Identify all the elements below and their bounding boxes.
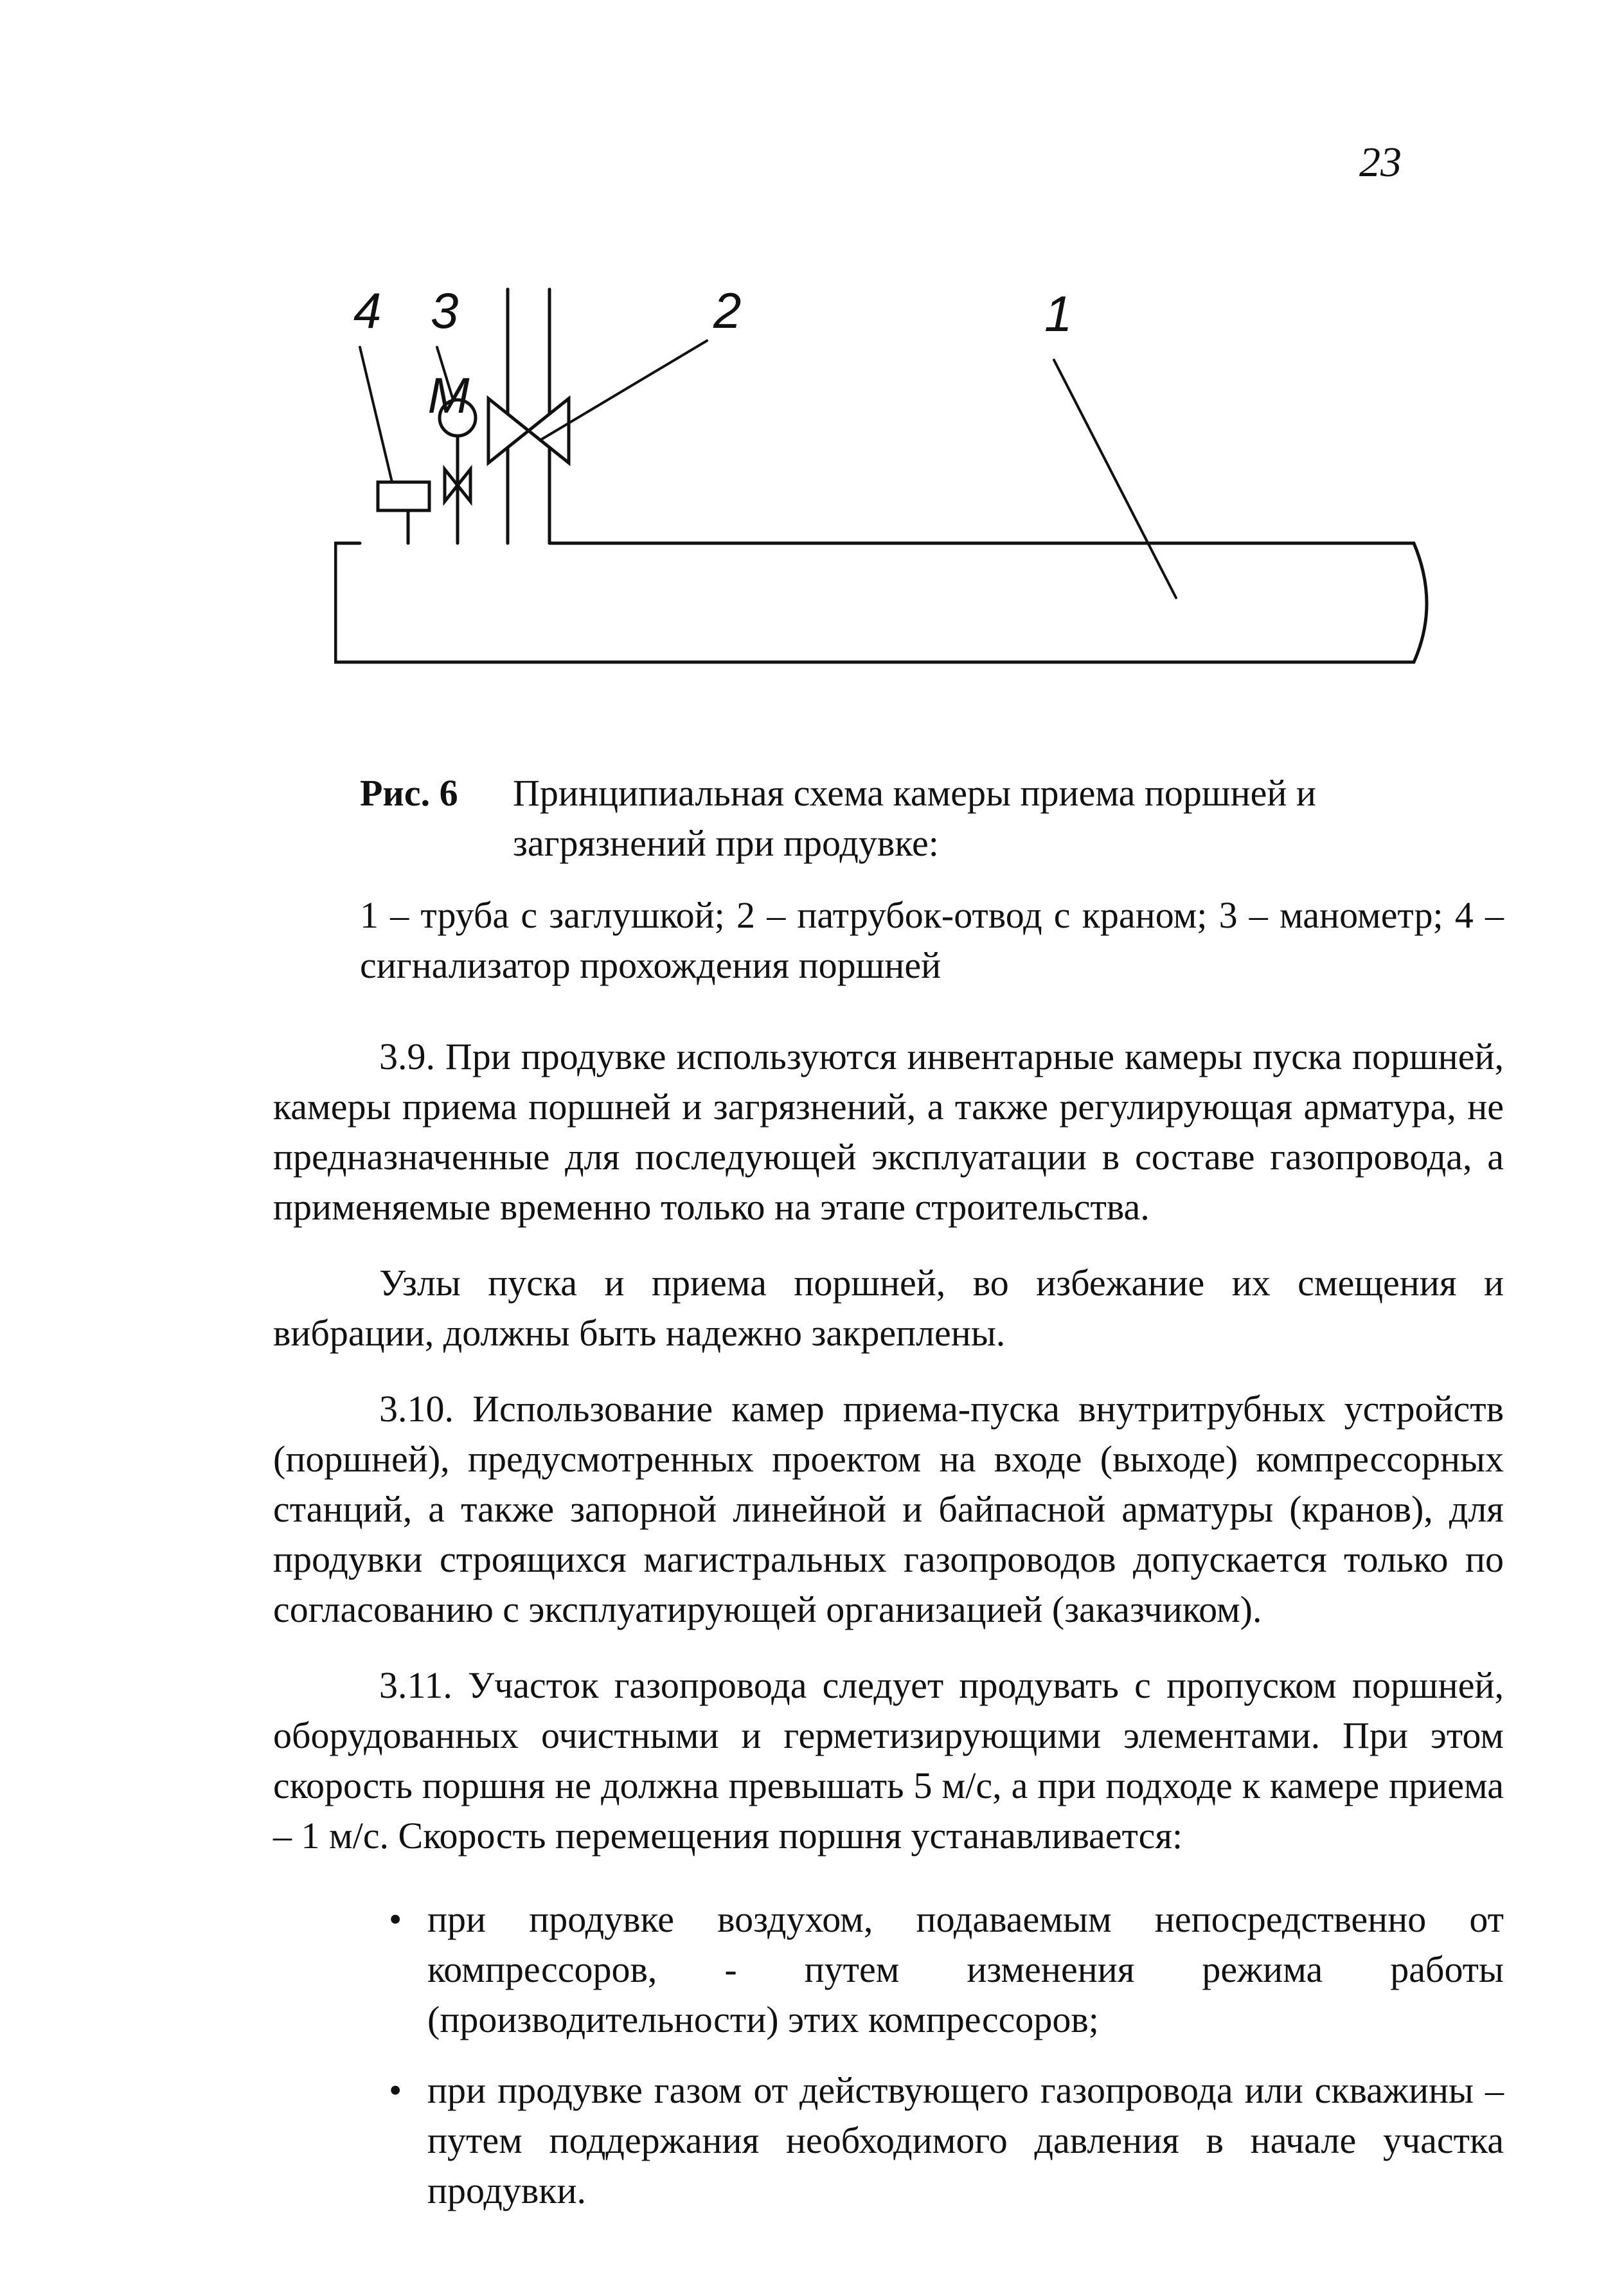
leader-1 <box>1054 360 1176 598</box>
figure-piston-receiving-chamber <box>334 270 1440 669</box>
leader-2 <box>540 341 707 440</box>
bullet-item <box>273 2065 1504 2216</box>
bullet-dot: • <box>389 1898 402 1940</box>
caption-number: Рис. 6 <box>360 772 458 814</box>
schematic-diagram <box>334 270 1440 669</box>
signaler-box <box>378 482 429 510</box>
caption-legend: 1 – труба с заглушкой; 2 – патрубок-отвод с краном; 3 – манометр; 4 – сигнализатор прохождения поршней <box>360 894 1504 986</box>
paragraph-3-11: 3.11. Участок газопровода следует продувать с пропуском поршней, оборудованных очистными и герметизирующими элементами. При этом скорость поршня не должна превышать 5 м/с, а при подходе к камере приема – 1 м/с. Скорость перемещения поршня устанавливается: <box>273 1664 1504 1857</box>
bullet-list <box>273 1894 1504 2216</box>
bullet-item <box>273 1894 1504 2045</box>
paragraph-3-9-fixing: Узлы пуска и приема поршней, во избежание их смещения и вибрации, должны быть надежно закреплены. <box>273 1262 1504 1354</box>
paragraph-3-10: 3.10. Использование камер приема-пуска внутритрубных устройств (поршней), предусмотренных проектом на входе (выходе) компрессорных станций, а также запорной линейной и байпасной арматуры (кранов), для продувки строящихся магистральных газопроводов допускается только по согласованию с эксплуатирующей организацией (заказчиком). <box>273 1388 1504 1630</box>
bullet-text: при продувке газом от действующего газопровода или скважины – путем поддержания необходимого давления в начале участка продувки. <box>427 2069 1504 2211</box>
caption-title: Принципиальная схема камеры приема поршней и загрязнений при продувке: <box>513 772 1316 864</box>
label-1: 1 <box>1044 285 1073 342</box>
figure-caption <box>360 768 1504 991</box>
main-pipe <box>335 543 1427 662</box>
leader-4 <box>360 347 392 482</box>
label-2: 2 <box>713 282 742 339</box>
paragraph-3-9: 3.9. При продувке используются инвентарные камеры пуска поршней, камеры приема поршней и загрязнений, а также регулирующая арматура, не предназначенные для последующей эксплуатации в составе газопровода, а применяемые временно только на этапе строительства. <box>273 1036 1504 1228</box>
body-text <box>273 1032 1504 2236</box>
label-4: 4 <box>353 282 382 339</box>
page-number: 23 <box>1359 139 1402 186</box>
label-3: 3 <box>431 282 459 339</box>
bullet-text: при продувке воздухом, подаваемым непосредственно от компрессоров, - путем изменения режима работы (производительности) этих компрессоров; <box>427 1898 1504 2040</box>
bullet-dot: • <box>389 2069 402 2111</box>
manometer-symbol: M <box>427 367 470 424</box>
